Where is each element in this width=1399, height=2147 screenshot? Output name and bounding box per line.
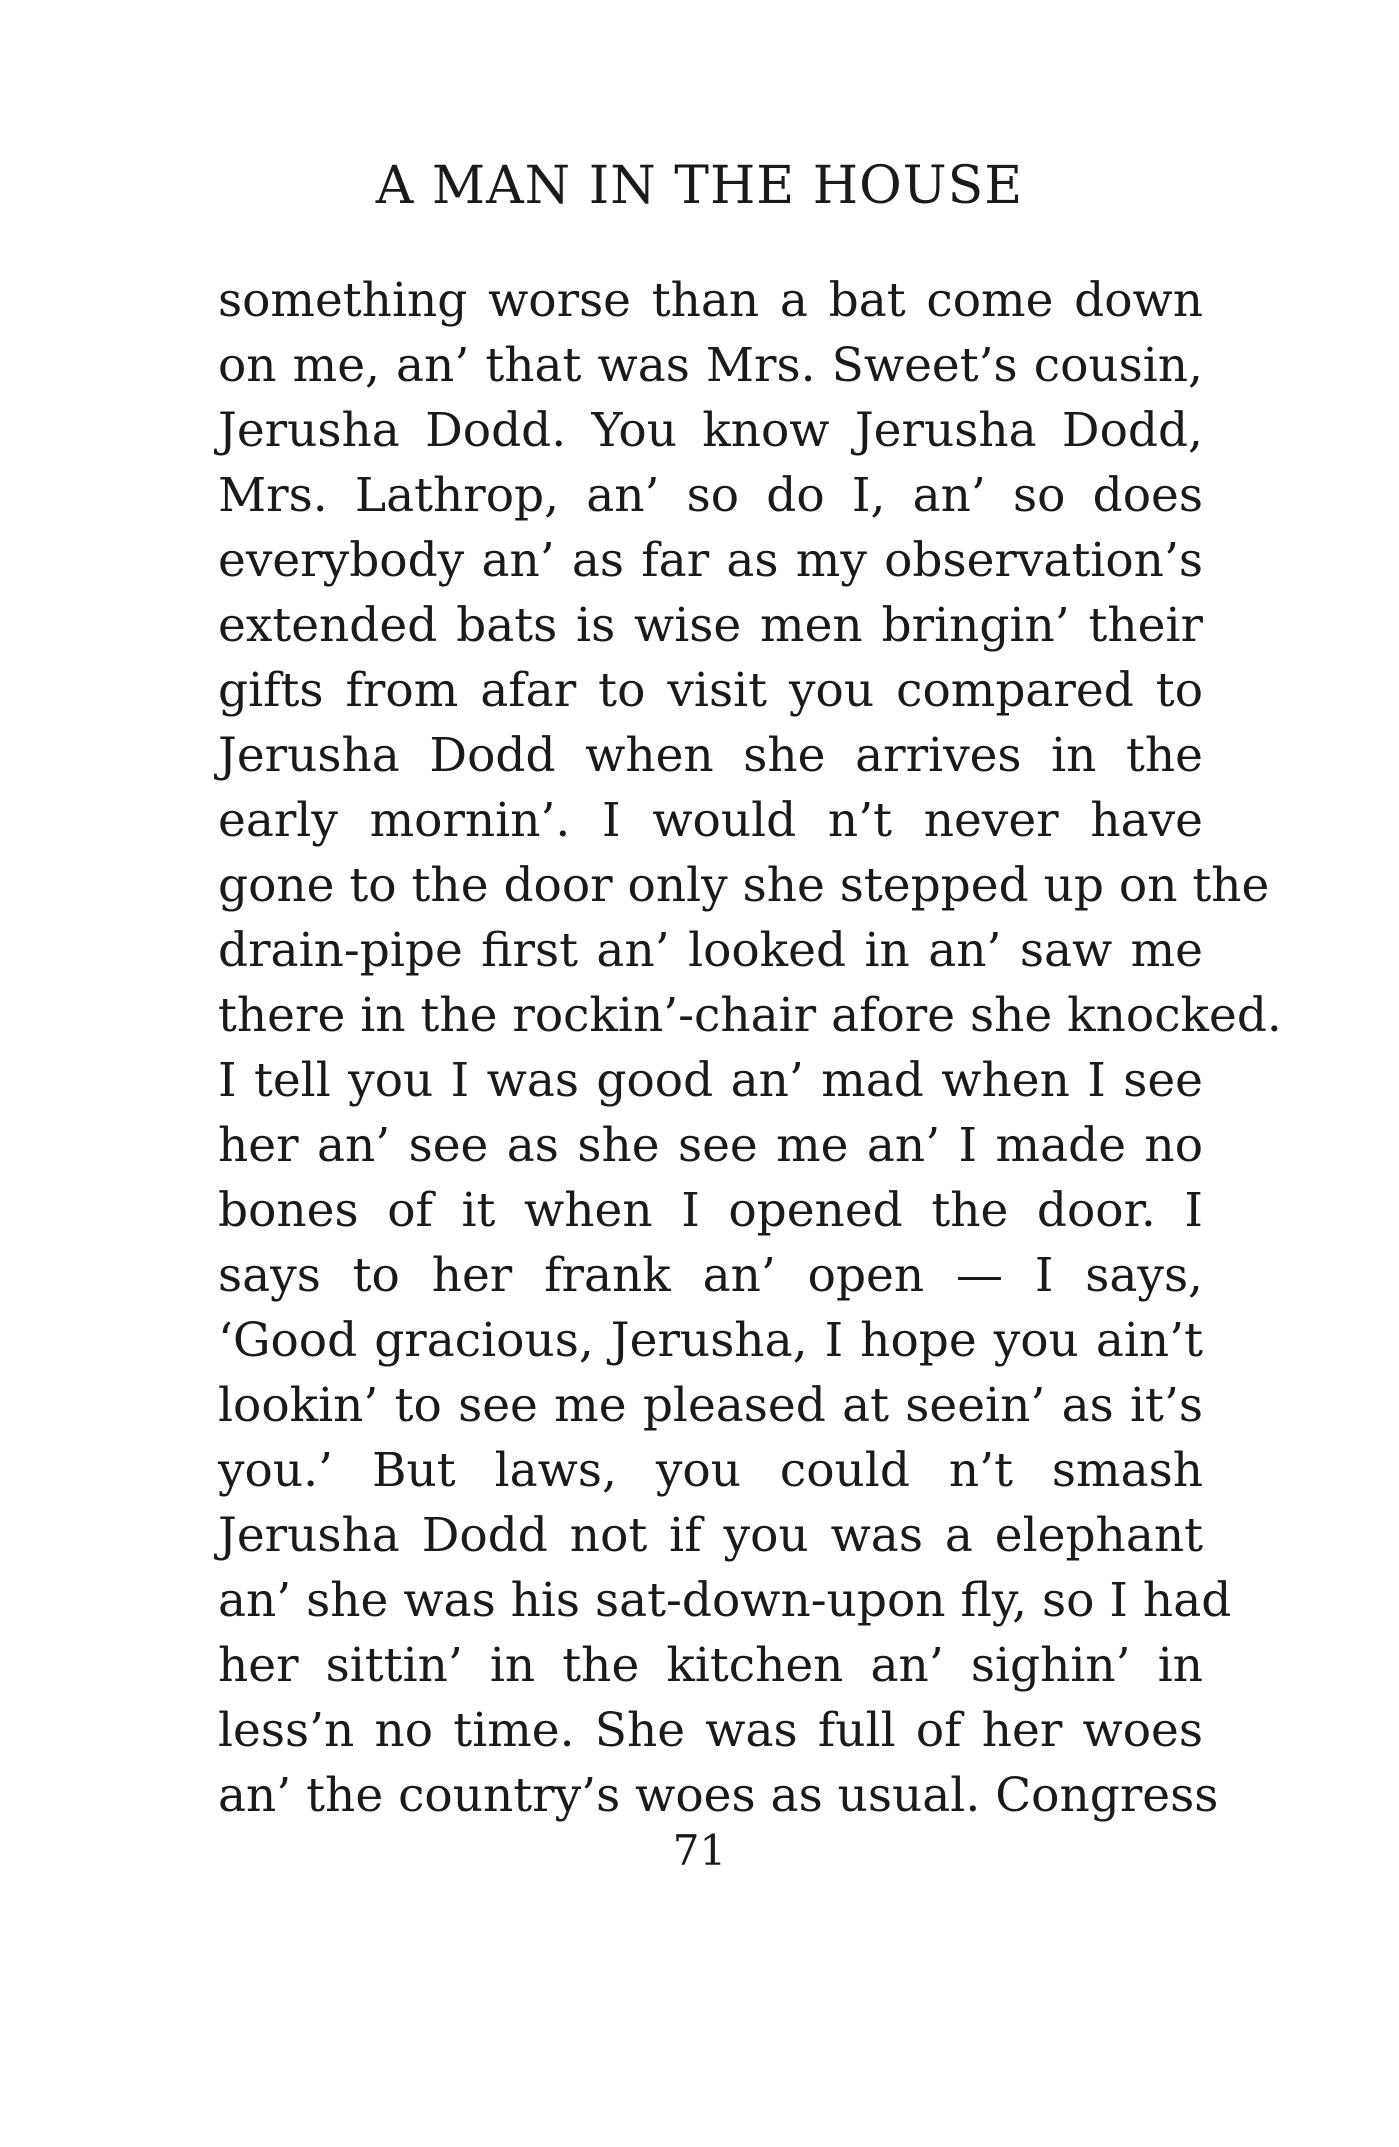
text-line: Jerusha Dodd when she arrives in the <box>218 728 1203 783</box>
text-line: drain-pipe first an’ looked in an’ saw me <box>218 923 1203 978</box>
text-line: extended bats is wise men bringin’ their <box>218 598 1203 653</box>
text-line: Jerusha Dodd. You know Jerusha Dodd, <box>218 403 1203 458</box>
text-line: I tell you I was good an’ mad when I see <box>218 1053 1203 1108</box>
text-line: something worse than a bat come down <box>218 273 1203 328</box>
text-line: on me, an’ that was Mrs. Sweet’s cousin, <box>218 338 1203 393</box>
body-text <box>218 268 1282 1828</box>
text-line: an’ she was his sat-down-upon fly, so I had <box>218 1573 1232 1628</box>
page-number: 71 <box>672 1826 727 1875</box>
text-line: Mrs. Lathrop, an’ so do I, an’ so does <box>218 468 1203 523</box>
text-line: Jerusha Dodd not if you was a elephant <box>218 1508 1203 1563</box>
text-line: gifts from afar to visit you compared to <box>218 663 1203 718</box>
text-line: her sittin’ in the kitchen an’ sighin’ in <box>218 1638 1203 1693</box>
text-line: her an’ see as she see me an’ I made no <box>218 1118 1203 1173</box>
text-line: gone to the door only she stepped up on the <box>218 858 1270 913</box>
text-line: an’ the country’s woes as usual. Congress <box>218 1768 1219 1823</box>
text-line: everybody an’ as far as my observation’s <box>218 533 1203 588</box>
text-line: you.’ But laws, you could n’t smash <box>218 1443 1203 1498</box>
text-line: bones of it when I opened the door. I <box>218 1183 1203 1238</box>
text-line: ‘Good gracious, Jerusha, I hope you ain’t <box>218 1313 1203 1368</box>
text-line: lookin’ to see me pleased at seein’ as it’s <box>218 1378 1203 1433</box>
running-head: A MAN IN THE HOUSE <box>375 156 1024 216</box>
text-line: early mornin’. I would n’t never have <box>218 793 1203 848</box>
text-line: says to her frank an’ open — I says, <box>218 1248 1203 1303</box>
text-line: less’n no time. She was full of her woes <box>218 1703 1203 1758</box>
text-line: there in the rockin’-chair afore she knocked. <box>218 988 1282 1043</box>
